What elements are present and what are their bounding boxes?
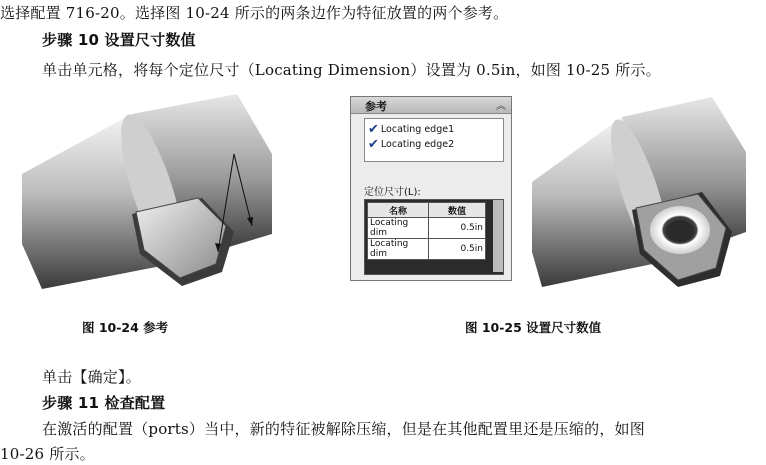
list-item[interactable] bbox=[368, 137, 454, 152]
panel-header[interactable] bbox=[351, 97, 511, 114]
dimension-label: 定位尺寸(L): bbox=[364, 187, 421, 198]
dimension-table bbox=[364, 199, 504, 275]
table-scrollbar[interactable] bbox=[493, 200, 503, 272]
dimension-value-cell[interactable]: 0.5in bbox=[429, 239, 486, 260]
list-item[interactable] bbox=[368, 122, 454, 137]
figure-10-24-caption: 图 10-24 参考 bbox=[82, 320, 169, 335]
column-header-name: 名称 bbox=[368, 203, 429, 218]
reference-label: Locating edge2 bbox=[380, 139, 455, 150]
panel-title: 参考 bbox=[365, 100, 387, 113]
figure-10-25-caption: 图 10-25 设置尺寸数值 bbox=[465, 320, 602, 335]
paragraph-line-1: 在激活的配置（ports）当中，新的特征被解除压缩，但是在其他配置里还是压缩的，如图 bbox=[42, 420, 645, 438]
reference-label: Locating edge1 bbox=[380, 124, 455, 135]
step-11-heading: 步骤 11 检查配置 bbox=[42, 394, 166, 412]
text-line-3: 单击单元格，将每个定位尺寸（Locating Dimension）设置为 0.5in，如图 10-25 所示。 bbox=[42, 61, 661, 79]
text-click-ok: 单击【确定】。 bbox=[42, 368, 141, 386]
reference-list[interactable] bbox=[364, 118, 504, 162]
dimension-value-cell[interactable]: 0.5in bbox=[429, 218, 486, 239]
dimension-name-cell: Locating dim bbox=[368, 239, 429, 260]
check-icon: ✔ bbox=[368, 122, 379, 137]
reference-panel bbox=[350, 96, 512, 281]
text-line-1: 选择配置 716-20。选择图 10-24 所示的两条边作为特征放置的两个参考。 bbox=[0, 4, 509, 22]
table-row bbox=[368, 218, 486, 239]
table-row bbox=[368, 239, 486, 260]
figure-10-24-image bbox=[22, 94, 272, 294]
table-header-row bbox=[368, 203, 486, 218]
double-chevron-up-icon[interactable]: ︽ bbox=[496, 101, 506, 112]
step-10-heading: 步骤 10 设置尺寸数值 bbox=[42, 31, 196, 49]
figure-10-25-part-image bbox=[532, 92, 746, 292]
column-header-value: 数值 bbox=[429, 203, 486, 218]
dimension-name-cell: Locating dim bbox=[368, 218, 429, 239]
paragraph-line-2: 10-26 所示。 bbox=[0, 445, 95, 463]
check-icon: ✔ bbox=[368, 137, 379, 152]
